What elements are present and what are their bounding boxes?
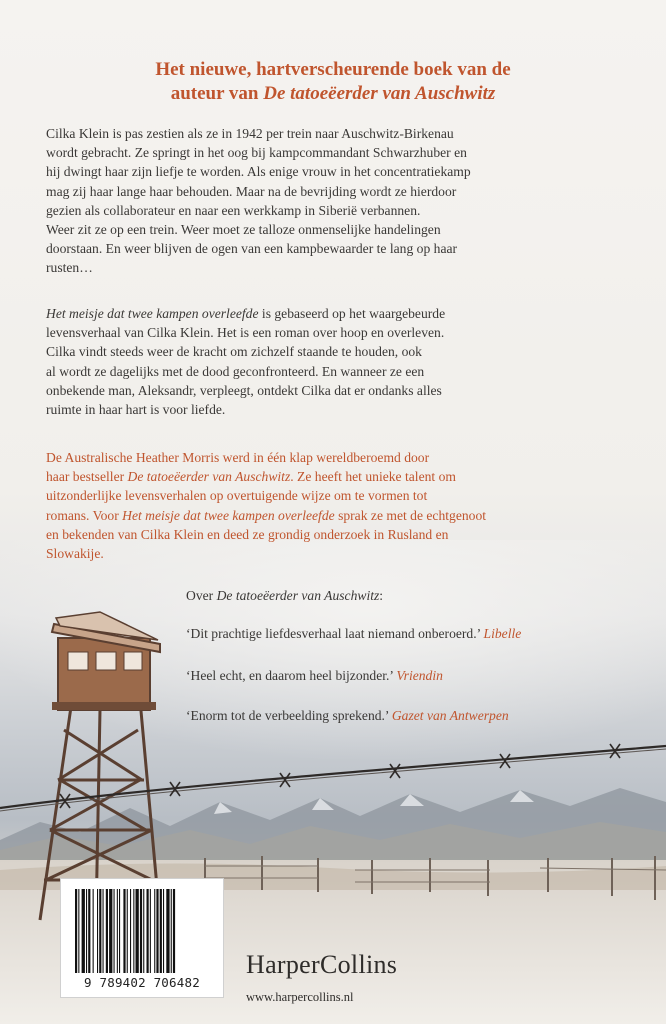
barcode-icon: [75, 889, 209, 973]
book-title: De tatoeëerder van Auschwitz: [127, 469, 291, 485]
barcode-bar: [103, 889, 104, 973]
barcode-bar: [150, 889, 151, 973]
barcode-bar: [117, 889, 118, 973]
text-line: levensverhaal van Cilka Klein. Het is een roman over hoop en overleven.: [46, 325, 445, 341]
text-line: De Australische Heather Morris werd in één klap wereldberoemd door: [46, 450, 430, 465]
text-span: romans. Voor: [46, 507, 123, 523]
quote-item: [186, 626, 521, 642]
barcode-bar: [127, 889, 128, 973]
barcode-bar: [99, 889, 101, 973]
barcode-bar: [136, 889, 139, 973]
author-bio-paragraph: [46, 448, 626, 563]
text-line: Cilka vindt steeds weer de kracht om zichzelf staande te houden, ook: [46, 344, 422, 360]
barcode-bar: [106, 889, 108, 973]
headline: [0, 58, 666, 106]
text-line: Slowakije.: [46, 546, 104, 562]
text-line: al wordt ze dagelijks met de dood geconfronteerd. En wanneer ze een: [46, 363, 425, 379]
quote-source: Libelle: [483, 626, 522, 641]
barcode-bar: [173, 889, 175, 973]
text-span: :: [379, 588, 384, 603]
barcode-bar: [160, 889, 162, 973]
isbn-number: 9 789402 706482: [84, 975, 200, 990]
barcode-bar: [133, 889, 134, 973]
barcode-bar: [109, 889, 112, 973]
barcode-bar: [75, 889, 77, 973]
story-paragraph: [46, 304, 626, 419]
text-span: sprak ze met de echtgenoot: [334, 507, 487, 523]
text-line: Weer zit ze op een trein. Weer moet ze talloze onmenselijke handelingen: [46, 222, 441, 238]
barcode-bar: [171, 889, 172, 973]
book-title: Het meisje dat twee kampen overleefde: [46, 306, 259, 321]
text-line: gezien als collaborateur en naar een werkkamp in Siberië verbannen.: [46, 202, 421, 218]
barcode-bar: [78, 889, 79, 973]
barcode-bar: [163, 889, 164, 973]
text-line: ruimte in haar hart is voor liefde.: [46, 402, 226, 418]
text-span: haar bestseller: [46, 469, 128, 485]
text-line: mag zij haar lange haar behouden. Maar na de bevrijding wordt ze hierdoor: [46, 183, 457, 199]
barcode-bar: [143, 889, 144, 973]
quote-text: ‘Dit prachtige liefdesverhaal laat niemand onberoerd.’: [186, 626, 484, 641]
barcode-bar: [147, 889, 149, 973]
text-line: hij dwingt haar zijn liefje te worden. Als enige vrouw in het concentratiekamp: [46, 164, 471, 180]
text-line: [46, 506, 626, 525]
barcode-bar: [140, 889, 142, 973]
text-line: wordt gebracht. Ze springt in het oog bij kampcommandant Schwarzhuber en: [46, 145, 467, 161]
publisher-url: www.harpercollins.nl: [246, 990, 354, 1004]
text-line: Cilka Klein is pas zestien als ze in 1942 per trein naar Auschwitz-Birkenau: [46, 126, 454, 141]
quote-text: ‘Heel echt, en daarom heel bijzonder.’: [186, 668, 397, 683]
text-line: [46, 304, 626, 323]
barcode-bar: [97, 889, 98, 973]
quote-text: ‘Enorm tot de verbeelding sprekend.’: [186, 708, 392, 723]
headline-line-1: Het nieuwe, hartverscheurende boek van de: [155, 59, 511, 80]
barcode-bar: [82, 889, 85, 973]
quote-source: Gazet van Antwerpen: [391, 708, 509, 723]
headline-book-title: De tatoeëerder van Auschwitz: [263, 83, 496, 104]
barcode-bar: [86, 889, 87, 973]
synopsis-paragraph: [46, 124, 626, 278]
quote-item: [186, 708, 509, 724]
barcode-bar: [114, 889, 115, 973]
book-title: De tatoeëerder van Auschwitz: [216, 588, 380, 603]
text-line: [46, 467, 626, 486]
quote-source: Vriendin: [396, 668, 443, 683]
text-line: doorstaan. En weer blijven de ogen van een kampbewaarder te lang op haar: [46, 241, 458, 257]
publisher-logo: HarperCollins: [246, 950, 398, 979]
barcode-bar: [130, 889, 131, 973]
barcode-bar: [154, 889, 155, 973]
barcode-bar: [123, 889, 125, 973]
barcode-bar: [93, 889, 94, 973]
quotes-intro: [186, 588, 383, 604]
headline-line-2: [0, 82, 666, 106]
text-line: uitzonderlijke levensverhalen op overtuigende wijze om te vormen tot: [46, 488, 428, 504]
barcode-bar: [166, 889, 169, 973]
text-span: . Ze heeft het unieke talent om: [290, 469, 456, 485]
text-line: en bekenden van Cilka Klein en deed ze grondig onderzoek in Rusland en: [46, 526, 449, 542]
book-title: Het meisje dat twee kampen overleefde: [122, 507, 335, 523]
text-line: onbekende man, Aleksandr, verpleegt, ontdekt Cilka dat er ondanks alles: [46, 382, 442, 398]
barcode-bar: [119, 889, 120, 973]
text-line: rusten…: [46, 260, 93, 276]
text-span: is gebaseerd op het waargebeurde: [258, 306, 446, 321]
barcode-label: [60, 878, 224, 998]
text-span: Over: [186, 588, 217, 603]
quote-item: [186, 668, 443, 684]
barcode-bar: [88, 889, 90, 973]
headline-prefix: auteur van: [170, 83, 264, 104]
barcode-bar: [156, 889, 158, 973]
